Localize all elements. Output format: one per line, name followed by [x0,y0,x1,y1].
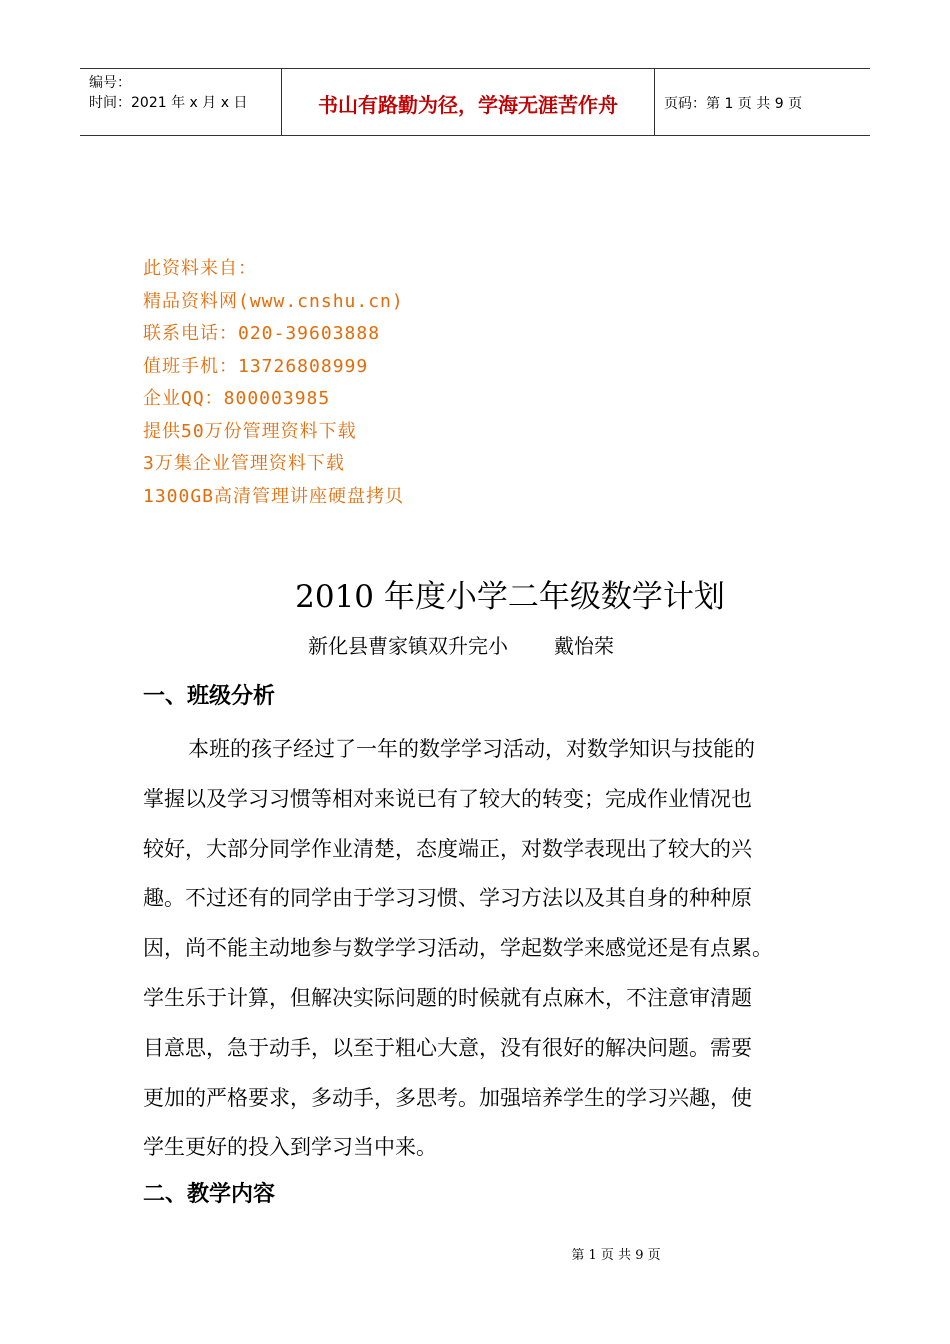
page-footer: 第 1 页 共 9 页 [571,1248,661,1263]
source-line: 1300GB高清管理讲座硬盘拷贝 [143,485,405,507]
page-header [80,68,870,136]
paragraph-line: 趣。不过还有的同学由于学习习惯、学习方法以及其自身的种种原 [143,886,752,911]
paragraph-line: 更加的严格要求，多动手，多思考。加强培养学生的学习兴趣，使 [143,1085,752,1110]
header-meta-cell [80,69,281,135]
author-name: 戴怡荣 [554,634,614,658]
author-line [308,631,614,661]
number-label: 编号： [89,75,131,91]
source-line: 提供50万份管理资料下载 [143,420,357,442]
document-title: 2010 年度小学二年级数学计划 [295,579,725,615]
source-info-block [143,253,404,513]
paragraph-line: 学生乐于计算，但解决实际问题的时候就有点麻木，不注意审清题 [143,985,752,1010]
source-phone: 联系电话：020-39603888 [143,323,381,344]
source-line: 3万集企业管理资料下载 [143,453,345,474]
paragraph-line: 本班的孩子经过了一年的数学学习活动，对数学知识与技能的 [188,737,755,761]
paragraph-line: 掌握以及学习习惯等相对来说已有了较大的转变；完成作业情况也 [143,786,752,811]
source-line: 此资料来自： [143,258,257,279]
section-heading: 一、班级分析 [143,683,276,709]
source-qq: 企业QQ：800003985 [143,388,331,409]
header-page-cell [655,69,870,135]
source-mobile: 值班手机：13726808999 [143,355,369,377]
paragraph-line: 因，尚不能主动地参与数学学习活动，学起数学来感觉还是有点累。 [143,936,773,961]
school-name: 新化县曹家镇双升完小 [308,634,508,658]
motto-text: 书山有路勤为径，学海无涯苦作舟 [318,92,618,117]
section-heading: 二、教学内容 [143,1181,276,1207]
paragraph-line: 目意思，急于动手，以至于粗心大意，没有很好的解决问题。需要 [143,1035,752,1060]
page-info: 页码：第 1 页 共 9 页 [664,96,803,112]
date-label: 时间：2021 年 x 月 x 日 [89,95,248,111]
paragraph-line: 学生更好的投入到学习当中来。 [143,1135,437,1160]
source-website: 精品资料网(www.cnshu.cn) [143,290,404,312]
paragraph-line: 较好，大部分同学作业清楚，态度端正，对数学表现出了较大的兴 [143,836,752,861]
section-body [143,725,823,1173]
header-motto-cell [281,69,655,135]
